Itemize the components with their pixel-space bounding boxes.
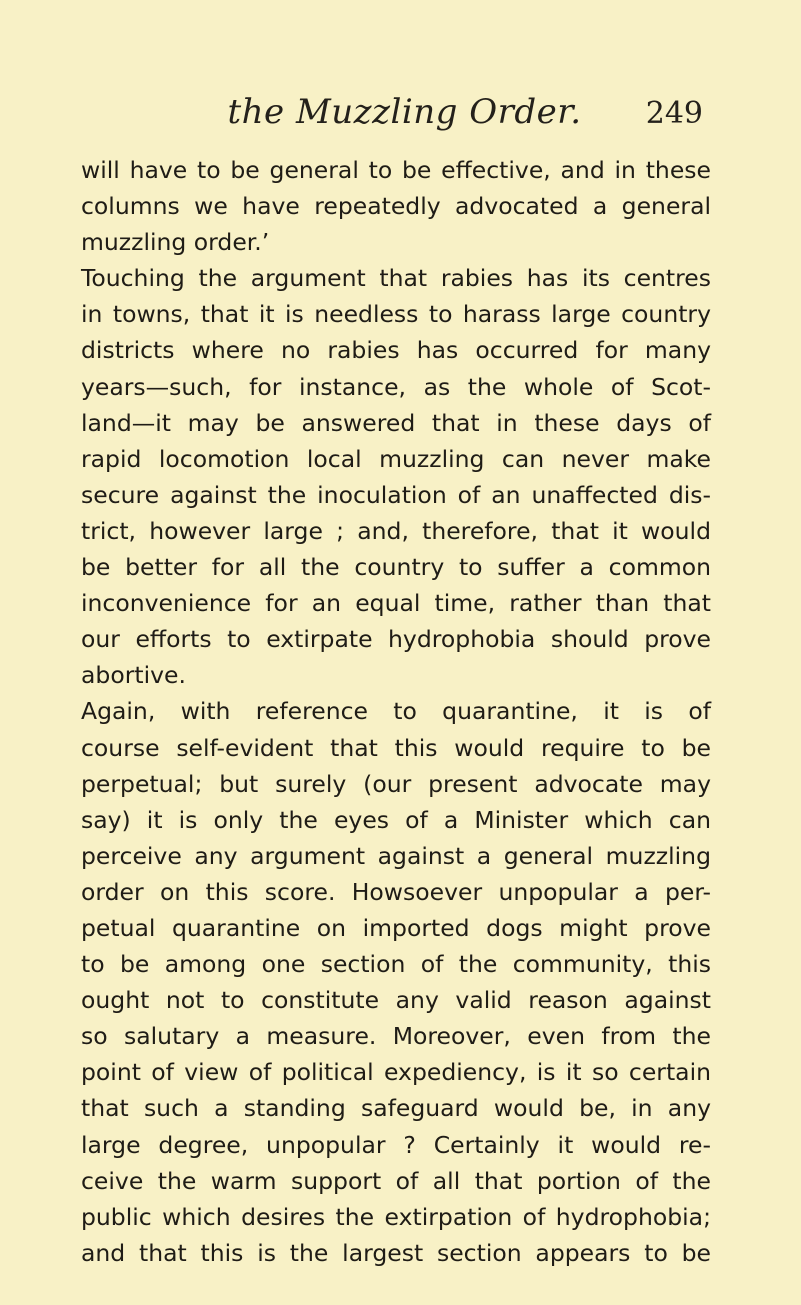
text-line: public which desires the extirpation of hydrophobia; <box>81 1202 711 1231</box>
text-line: secure against the inoculation of an unaffected dis- <box>81 480 711 509</box>
page-number: 249 <box>645 96 703 131</box>
text-line: point of view of political expediency, is it so certain <box>81 1058 711 1087</box>
text-line: muzzling order.’ <box>81 228 270 257</box>
text-line: Touching the argument that rabies has its centres <box>81 264 711 293</box>
text-line: our efforts to extirpate hydrophobia should prove <box>81 625 711 654</box>
text-line: say) it is only the eyes of a Minister which can <box>81 805 711 834</box>
text-line: land—it may be answered that in these days of <box>81 408 711 437</box>
text-line: will have to be general to be effective, and in these <box>81 156 711 184</box>
text-line: large degree, unpopular ? Certainly it would re- <box>81 1130 711 1159</box>
text-line: and that this is the largest section appears to be <box>81 1238 711 1267</box>
text-line: years—such, for instance, as the whole of Scot- <box>81 372 711 401</box>
text-line: to be among one section of the community, this <box>81 950 711 979</box>
text-line: Again, with reference to quarantine, it is of <box>81 697 711 726</box>
text-line: ceive the warm support of all that portion of the <box>81 1166 711 1195</box>
text-line: ought not to constitute any valid reason against <box>81 986 711 1015</box>
text-line: perpetual; but surely (our present advocate may <box>81 769 711 798</box>
text-line: abortive. <box>81 661 186 690</box>
text-line: order on this score. Howsoever unpopular a per- <box>81 877 711 906</box>
text-line: districts where no rabies has occurred for many <box>81 336 711 365</box>
text-line: in towns, that it is needless to harass large country <box>81 300 711 329</box>
text-line: petual quarantine on imported dogs might prove <box>81 913 711 942</box>
text-line: that such a standing safeguard would be, in any <box>81 1094 711 1123</box>
running-title: the Muzzling Order. <box>227 92 582 132</box>
text-line: rapid locomotion local muzzling can never make <box>81 444 711 473</box>
body-text <box>81 152 711 1271</box>
text-line: perceive any argument against a general muzzling <box>81 841 711 870</box>
text-line: so salutary a measure. Moreover, even from the <box>81 1022 711 1051</box>
text-line: be better for all the country to suffer a common <box>81 553 711 582</box>
text-line: trict, however large ; and, therefore, that it would <box>81 516 711 545</box>
text-line: columns we have repeatedly advocated a general <box>81 192 711 221</box>
text-line: inconvenience for an equal time, rather than that <box>81 589 711 618</box>
running-head <box>96 92 713 138</box>
text-line: course self-evident that this would require to be <box>81 733 711 762</box>
